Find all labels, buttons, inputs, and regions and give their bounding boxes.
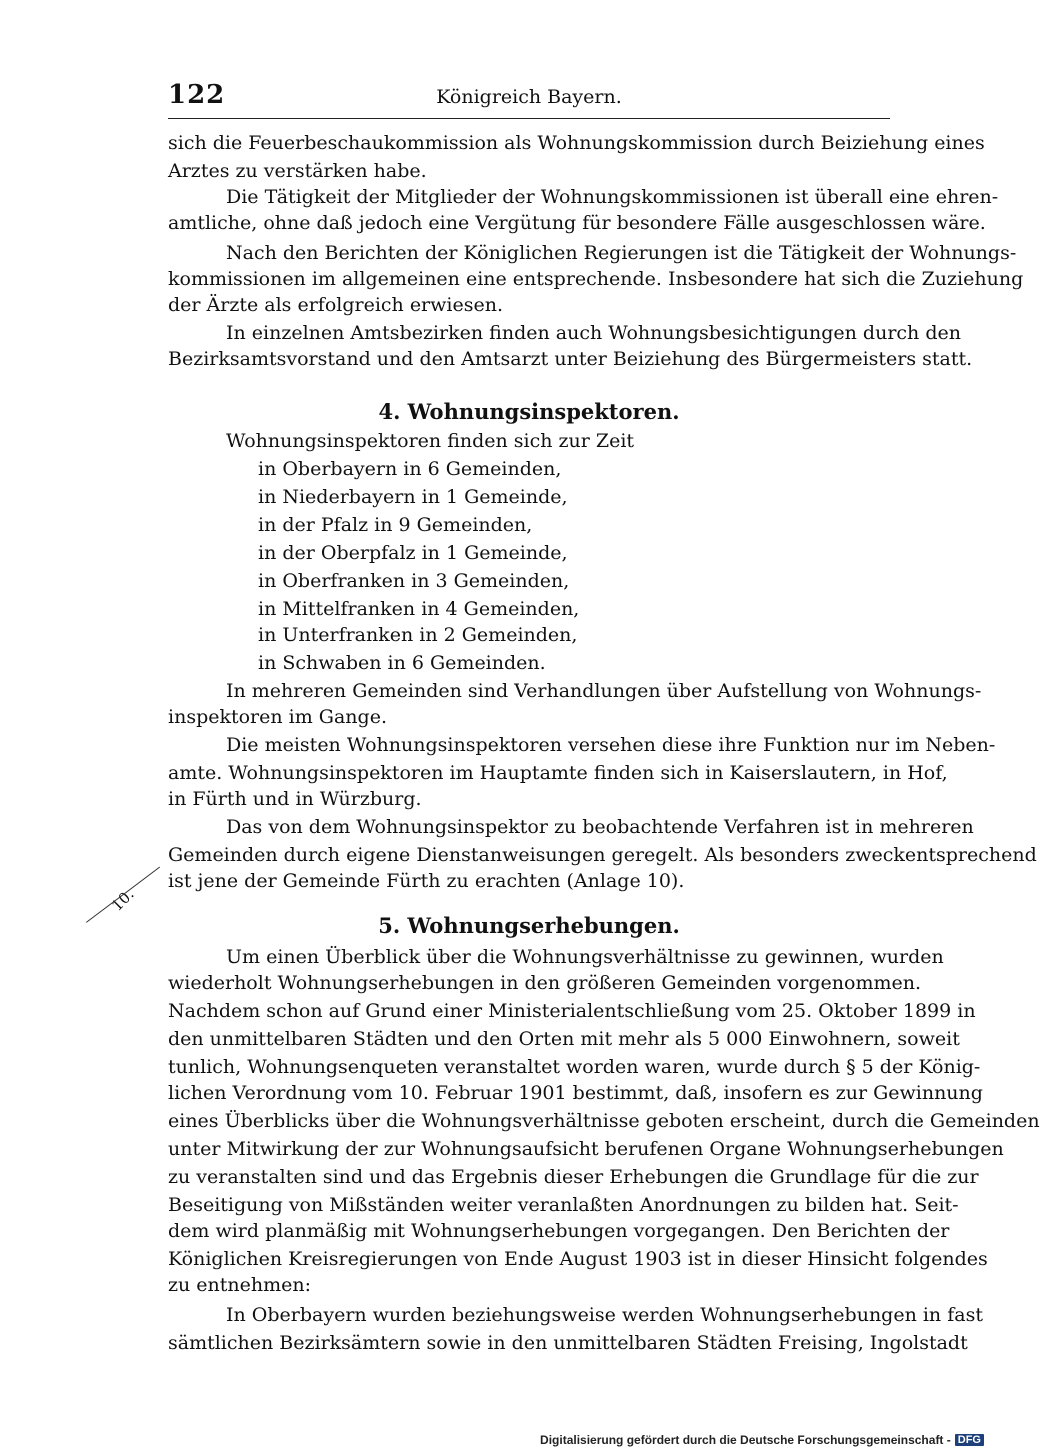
margin-annotation-stroke (86, 867, 160, 923)
list-item: in Oberfranken in 3 Gemeinden, (258, 570, 570, 592)
header-rule (168, 118, 890, 119)
text-line: Die Tätigkeit der Mitglieder der Wohnungskommissionen ist überall eine ehren- (226, 186, 999, 208)
section-heading: 5. Wohnungserhebungen. (378, 913, 680, 938)
text-line: amtliche, ohne daß jedoch eine Vergütung für besondere Fälle ausgeschlossen wäre. (168, 212, 986, 234)
list-item: in Niederbayern in 1 Gemeinde, (258, 486, 568, 508)
text-line: amte. Wohnungsinspektoren im Hauptamte finden sich in Kaiserslautern, in Hof, (168, 762, 948, 784)
text-line: in Fürth und in Würzburg. (168, 788, 422, 810)
text-line: Arztes zu verstärken habe. (168, 160, 427, 182)
list-item: in Oberbayern in 6 Gemeinden, (258, 458, 562, 480)
text-line: sämtlichen Bezirksämtern sowie in den unmittelbaren Städten Freising, Ingolstadt (168, 1332, 968, 1354)
text-line: unter Mitwirkung der zur Wohnungsaufsicht berufenen Organe Wohnungserhebungen (168, 1138, 1004, 1160)
footer-credit: Digitalisierung gefördert durch die Deutsche Forschungsgemeinschaft - (540, 1433, 951, 1447)
text-line: den unmittelbaren Städten und den Orten mit mehr als 5 000 Einwohnern, soweit (168, 1028, 960, 1050)
text-line: Gemeinden durch eigene Dienstanweisungen geregelt. Als besonders zweckentsprechend (168, 844, 1037, 866)
list-item: in Schwaben in 6 Gemeinden. (258, 652, 546, 674)
text-line: tunlich, Wohnungsenqueten veranstaltet worden waren, wurde durch § 5 der König- (168, 1056, 981, 1078)
page-header (168, 80, 890, 120)
text-line: Königlichen Kreisregierungen von Ende August 1903 ist in dieser Hinsicht folgendes (168, 1248, 988, 1270)
text-line: ist jene der Gemeinde Fürth zu erachten (Anlage 10). (168, 870, 685, 892)
text-line: Wohnungsinspektoren finden sich zur Zeit (226, 430, 635, 452)
text-line: sich die Feuerbeschaukommission als Wohnungskommission durch Beiziehung eines (168, 132, 985, 154)
section-heading: 4. Wohnungsinspektoren. (378, 399, 680, 424)
text-line: inspektoren im Gange. (168, 706, 387, 728)
margin-annotation-label: 10. (108, 885, 138, 915)
text-line: zu veranstalten sind und das Ergebnis dieser Erhebungen die Grundlage für die zur (168, 1166, 979, 1188)
running-head: Königreich Bayern. (436, 86, 622, 108)
dfg-logo: DFG (955, 1434, 984, 1446)
text-line: wiederholt Wohnungserhebungen in den größeren Gemeinden vorgenommen. (168, 972, 921, 994)
list-item: in der Pfalz in 9 Gemeinden, (258, 514, 533, 536)
text-line: Beseitigung von Mißständen weiter veranlaßten Anordnungen zu bilden hat. Seit- (168, 1194, 959, 1216)
page-number: 122 (168, 80, 226, 110)
text-line: lichen Verordnung vom 10. Februar 1901 bestimmt, daß, insofern es zur Gewinnung (168, 1082, 983, 1104)
list-item: in Mittelfranken in 4 Gemeinden, (258, 598, 580, 620)
text-line: Das von dem Wohnungsinspektor zu beobachtende Verfahren ist in mehreren (226, 816, 974, 838)
digitization-footer (540, 1433, 984, 1447)
text-line: Nach den Berichten der Königlichen Regierungen ist die Tätigkeit der Wohnungs- (226, 242, 1017, 264)
text-line: eines Überblicks über die Wohnungsverhältnisse geboten erscheint, durch die Gemeinden (168, 1110, 1040, 1132)
text-line: In Oberbayern wurden beziehungsweise werden Wohnungserhebungen in fast (226, 1304, 983, 1326)
text-line: Um einen Überblick über die Wohnungsverhältnisse zu gewinnen, wurden (226, 946, 944, 968)
text-line: Bezirksamtsvorstand und den Amtsarzt unter Beiziehung des Bürgermeisters statt. (168, 348, 973, 370)
text-line: In mehreren Gemeinden sind Verhandlungen über Aufstellung von Wohnungs- (226, 680, 982, 702)
text-line: zu entnehmen: (168, 1274, 312, 1296)
list-item: in Unterfranken in 2 Gemeinden, (258, 624, 578, 646)
text-line: dem wird planmäßig mit Wohnungserhebungen vorgegangen. Den Berichten der (168, 1220, 950, 1242)
text-line: kommissionen im allgemeinen eine entsprechende. Insbesondere hat sich die Zuziehung (168, 268, 1024, 290)
list-item: in der Oberpfalz in 1 Gemeinde, (258, 542, 568, 564)
text-line: In einzelnen Amtsbezirken finden auch Wohnungsbesichtigungen durch den (226, 322, 961, 344)
text-line: Die meisten Wohnungsinspektoren versehen diese ihre Funktion nur im Neben- (226, 734, 996, 756)
text-line: Nachdem schon auf Grund einer Ministerialentschließung vom 25. Oktober 1899 in (168, 1000, 976, 1022)
text-line: der Ärzte als erfolgreich erwiesen. (168, 294, 503, 316)
margin-annotation (90, 885, 160, 948)
